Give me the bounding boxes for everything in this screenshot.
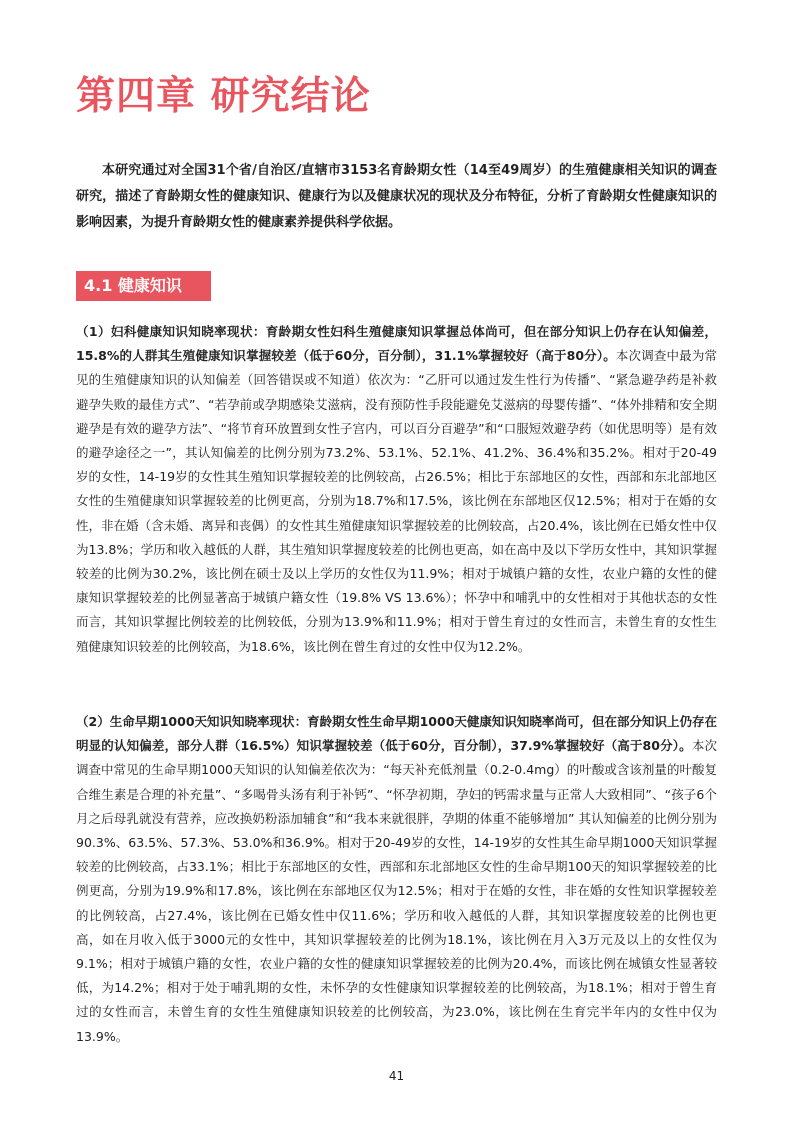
- paragraph-1-lead: （1）妇科健康知识知晓率现状：育龄期女性妇科生殖健康知识掌握总体尚可，但在部分知识上仍存在认知偏差，15.8%的人群其生殖健康知识掌握较差（低于60分，百分制），31.1%掌握较好（高于80分）。: [76, 324, 717, 364]
- intro-paragraph: 本研究通过对全国31个省/自治区/直辖市3153名育龄期女性（14至49周岁）的生殖健康相关知识的调查研究，描述了育龄期女性的健康知识、健康行为以及健康状况的现状及分布特征，分析了育龄期女性健康知识的影响因素，为提升育龄期女性的健康素养提供科学依据。: [76, 163, 717, 230]
- section-heading-label: 4.1 健康知识: [84, 276, 182, 295]
- section-heading: [76, 271, 211, 301]
- paragraph-gynecology-knowledge: [76, 320, 717, 659]
- chapter-title: 第四章 研究结论: [76, 74, 371, 119]
- paragraph-2-lead: （2）生命早期1000天知识知晓率现状：育龄期女性生命早期1000天健康知识知晓率尚可，但在部分知识上仍存在明显的认知偏差，部分人群（16.5%）知识掌握较差（低于60分，百分制），37.9%掌握较好（高于80分）。: [76, 714, 717, 754]
- paragraph-first-1000-days-knowledge: [76, 710, 717, 1049]
- paragraph-1-body: 本次调查中最为常见的生殖健康知识的认知偏差（回答错误或不知道）依次为：“乙肝可以通过发生性行为传播”、“紧急避孕药是补救避孕失败的最佳方式”、“若孕前或孕期感染艾滋病，没有预防性手段能避免艾滋病的母婴传播”、“体外排精和安全期避孕是有效的避孕方法”、“将节育环放置到女性子宫内，可以百分百避孕”和“口服短效避孕药（如优思明等）是有效的避孕途径之一”，其认知偏差的比例分别为73.2%、53.1%、52.1%、41.2%、36.4%和35.2%。相对于20-49岁的女性，14-19岁的女性其生殖知识掌握较差的比例较高，占26.5%；相比于东部地区的女性，西部和东北部地区女性的生殖健康知识掌握较差的比例更高，分别为18.7%和17.5%，该比例在东部地区仅12.5%；相对于在婚的女性，非在婚（含未婚、离异和丧偶）的女性其生殖健康知识掌握较差的比例较高，占20.4%，该比例在已婚女性中仅为13.8%；学历和收入越低的人群，其生殖知识掌握度较差的比例也更高，如在高中及以下学历女性中，其知识掌握较差的比例为30.2%，该比例在硕士及以上学历的女性仅为11.9%；相对于城镇户籍的女性，农业户籍的女性的健康知识掌握较差的比例显著高于城镇户籍女性（19.8% VS 13.6%）；怀孕中和哺乳中的女性相对于其他状态的女性而言，其知识掌握比例较差的比例较低，分别为13.9%和11.9%；相对于曾生育过的女性而言，未曾生育的女性生殖健康知识较差的比例较高，为18.6%，该比例在曾生育过的女性中仅为12.2%。: [76, 348, 717, 654]
- page-number: 41: [388, 1069, 405, 1083]
- paragraph-2-body: 本次调查中常见的生命早期1000天知识的认知偏差依次为：“每天补充低剂量（0.2-0.4mg）的叶酸或含该剂量的叶酸复合维生素是合理的补充量”、“多喝骨头汤有利于补钙”、“怀孕初期，孕妇的钙需求量与正常人大致相同”、“孩子6个月之后母乳就没有营养，应改换奶粉添加辅食”和“我本来就很胖，孕期的体重不能够增加” 其认知偏差的比例分别为90.3%、63.5%、57.3%、53.0%和36.9%。相对于20-49岁的女性，14-19岁的女性其生命早期1000天知识掌握较差的比例较高，占33.1%；相比于东部地区的女性，西部和东北部地区女性的生命早期100天的知识掌握较差的比例更高，分别为19.9%和17.8%，该比例在东部地区仅为12.5%；相对于在婚的女性，非在婚的女性知识掌握较差的比例较高，占27.4%，该比例在已婚女性中仅11.6%；学历和收入越低的人群，其知识掌握度较差的比例也更高，如在月收入低于3000元的女性中，其知识掌握较差的比例为18.1%，该比例在月入3万元及以上的女性仅为9.1%；相对于城镇户籍的女性，农业户籍的女性的健康知识掌握较差的比例为20.4%，而该比例在城镇女性显著较低，为14.2%；相对于处于哺乳期的女性，未怀孕的女性健康知识掌握较差的比例较高，为18.1%；相对于曾生育过的女性而言，未曾生育的女性生殖健康知识较差的比例较高，为23.0%，该比例在生育完半年内的女性中仅为13.9%。: [76, 738, 717, 1044]
